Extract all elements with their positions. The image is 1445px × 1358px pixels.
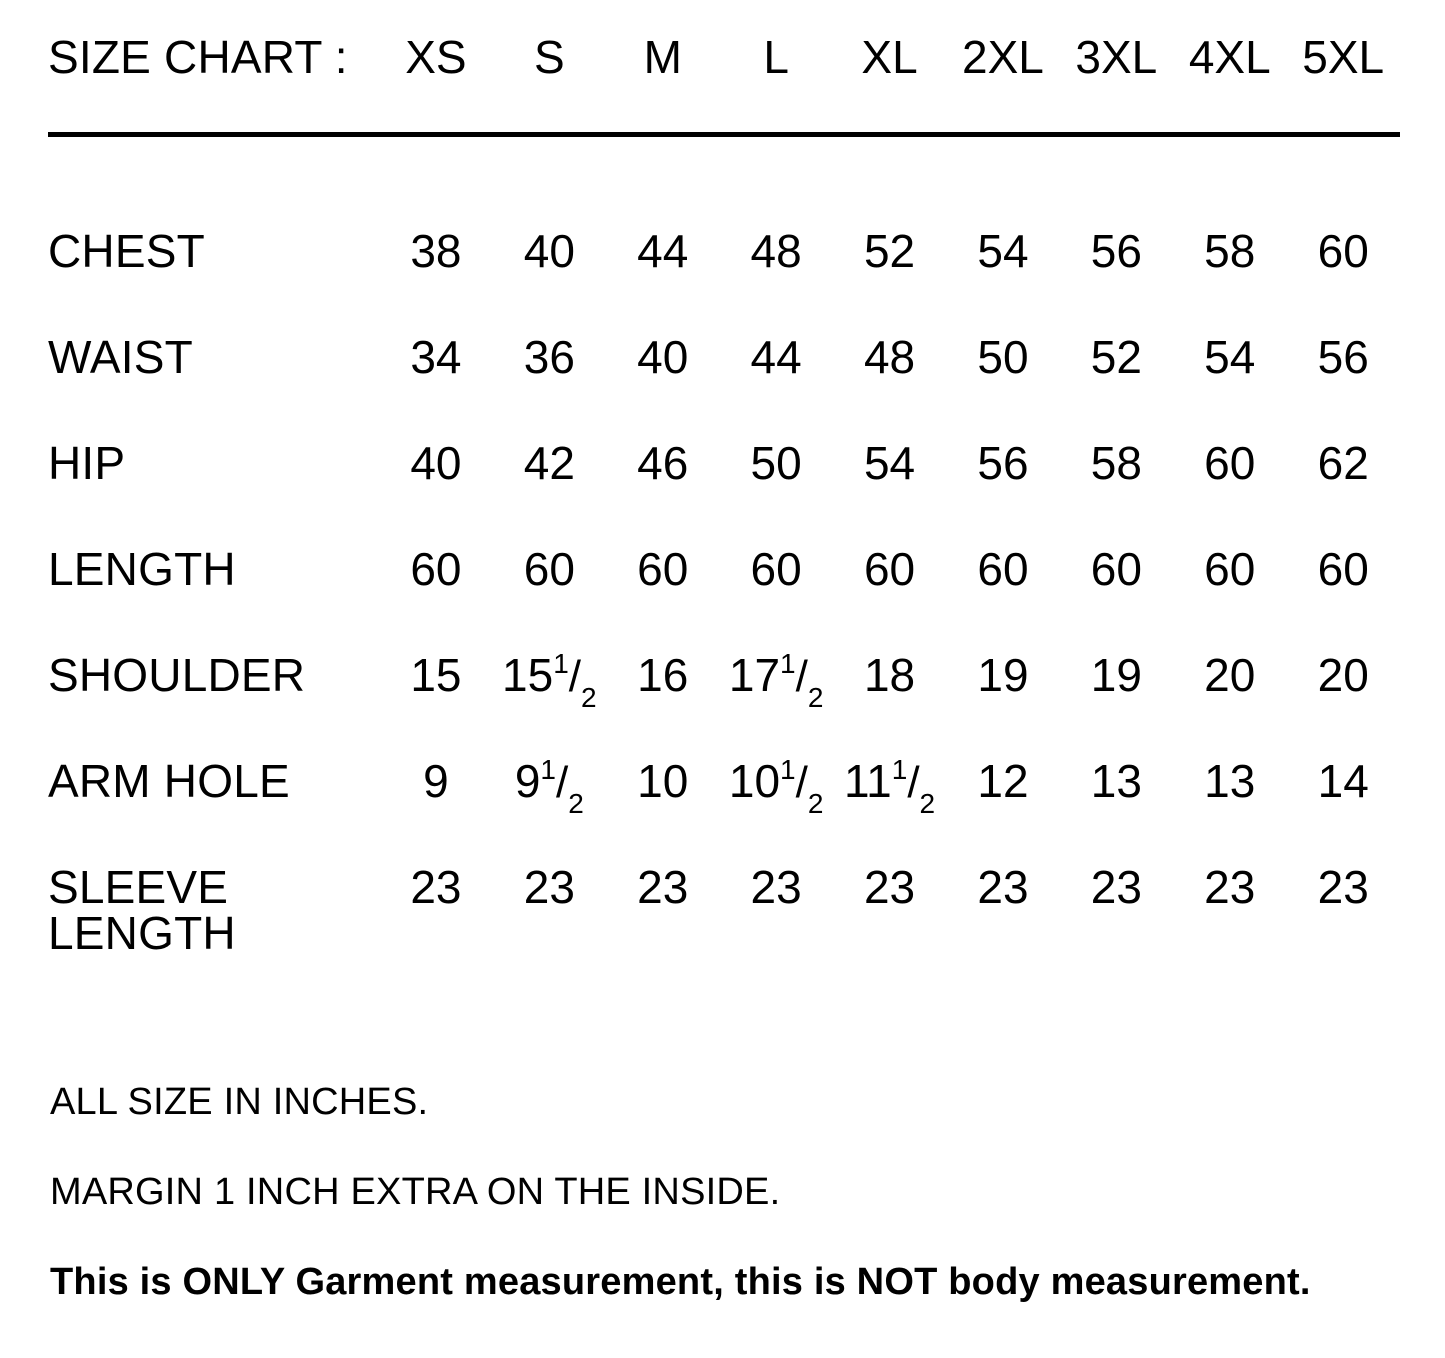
cell-hip-xl: 54 (863, 437, 916, 489)
row-label-hip: HIP (48, 437, 126, 489)
note-margin: MARGIN 1 INCH EXTRA ON THE INSIDE. (50, 1170, 781, 1213)
cell-sleeve-xs: 23 (410, 861, 462, 913)
cell-length-xl: 60 (863, 543, 916, 595)
cell-chest-s: 40 (523, 225, 575, 277)
cell-chest-m: 44 (637, 225, 689, 277)
table-row (48, 440, 1400, 546)
cell-sleeve-5xl: 23 (1317, 861, 1369, 913)
header-divider (48, 130, 1400, 150)
note-units: ALL SIZE IN INCHES. (50, 1081, 429, 1123)
cell-shoulder-5xl: 20 (1317, 649, 1369, 701)
cell-armhole-4xl: 13 (1204, 755, 1256, 807)
cell-armhole-l: $10^1/_2$ (728, 753, 824, 820)
column-header-2xl: 2XL (962, 31, 1044, 83)
column-header-3xl: 3XL (1075, 31, 1158, 83)
table-row (48, 228, 1400, 334)
cell-length-l: 60 (750, 543, 802, 595)
cell-chest-xs: 38 (410, 225, 462, 277)
cell-chest-2xl: 54 (977, 225, 1029, 277)
row-label-length: LENGTH (48, 543, 236, 595)
cell-shoulder-3xl: 19 (1090, 649, 1142, 701)
cell-length-m: 60 (637, 543, 689, 595)
cell-chest-xl: 52 (863, 225, 916, 277)
cell-waist-l: 44 (750, 331, 802, 383)
cell-sleeve-s: 23 (523, 861, 575, 913)
row-label-waist: WAIST (48, 331, 193, 383)
cell-armhole-m: 10 (637, 755, 689, 807)
cell-shoulder-l: $17^1/_2$ (728, 647, 824, 714)
cell-armhole-3xl: 13 (1090, 755, 1142, 807)
column-header-m: M (643, 31, 682, 83)
cell-armhole-s: $9^1/_2$ (514, 753, 584, 820)
table-row (48, 546, 1400, 652)
cell-waist-m: 40 (637, 331, 689, 383)
cell-sleeve-xl: 23 (863, 861, 916, 913)
cell-sleeve-4xl: 23 (1204, 861, 1256, 913)
cell-chest-4xl: 58 (1204, 225, 1256, 277)
page-title: SIZE CHART : (48, 31, 348, 83)
cell-waist-xl: 48 (863, 331, 916, 383)
table-row (48, 758, 1400, 864)
cell-length-4xl: 60 (1204, 543, 1256, 595)
cell-chest-3xl: 56 (1090, 225, 1142, 277)
row-label-shoulder: SHOULDER (48, 649, 306, 701)
cell-hip-m: 46 (637, 437, 689, 489)
cell-shoulder-xl: 18 (863, 649, 916, 701)
cell-hip-2xl: 56 (977, 437, 1029, 489)
cell-length-3xl: 60 (1090, 543, 1142, 595)
cell-hip-xs: 40 (410, 437, 462, 489)
header-spacer (48, 150, 1400, 228)
notes-section (48, 1082, 1397, 1303)
column-header-5xl: 5XL (1302, 31, 1385, 83)
cell-sleeve-3xl: 23 (1090, 861, 1142, 913)
cell-hip-4xl: 60 (1204, 437, 1256, 489)
cell-chest-5xl: 60 (1317, 225, 1369, 277)
cell-waist-xs: 34 (410, 331, 462, 383)
cell-sleeve-m: 23 (637, 861, 689, 913)
cell-shoulder-4xl: 20 (1204, 649, 1256, 701)
row-label-arm-hole: ARM HOLE (48, 755, 290, 807)
divider-line (48, 132, 1400, 137)
cell-waist-s: 36 (523, 331, 575, 383)
cell-length-2xl: 60 (977, 543, 1029, 595)
column-header-4xl: 4XL (1188, 31, 1271, 83)
cell-armhole-xs: 9 (423, 755, 449, 807)
column-header-l: L (763, 31, 789, 83)
cell-waist-4xl: 54 (1204, 331, 1256, 383)
cell-shoulder-xs: 15 (410, 649, 462, 701)
cell-hip-s: 42 (523, 437, 575, 489)
row-label-chest: CHEST (48, 225, 205, 277)
column-header-xl: XL (861, 31, 918, 83)
cell-shoulder-m: 16 (637, 649, 689, 701)
cell-waist-5xl: 56 (1317, 331, 1369, 383)
column-header-s: S (533, 31, 565, 83)
table-row (48, 334, 1400, 440)
cell-sleeve-l: 23 (750, 861, 802, 913)
cell-armhole-xl: $11^1/_2$ (843, 753, 936, 820)
cell-length-s: 60 (523, 543, 575, 595)
cell-hip-3xl: 58 (1090, 437, 1142, 489)
cell-length-xs: 60 (410, 543, 462, 595)
table-header-row (48, 34, 1400, 130)
table-row (48, 652, 1400, 758)
table-row (48, 864, 1400, 970)
cell-sleeve-2xl: 23 (977, 861, 1029, 913)
cell-armhole-2xl: 12 (977, 755, 1029, 807)
cell-hip-5xl: 62 (1317, 437, 1369, 489)
cell-shoulder-2xl: 19 (977, 649, 1029, 701)
note-disclaimer: This is ONLY Garment measurement, this is NOT body measurement. (50, 1260, 1311, 1303)
column-header-xs: XS (405, 31, 467, 83)
cell-armhole-5xl: 14 (1317, 755, 1369, 807)
row-label-sleeve-length: SLEEVE LENGTH (48, 861, 236, 959)
cell-shoulder-s: $15^1/_2$ (502, 647, 597, 714)
cell-length-5xl: 60 (1317, 543, 1369, 595)
cell-hip-l: 50 (750, 437, 802, 489)
cell-waist-2xl: 50 (977, 331, 1029, 383)
cell-waist-3xl: 52 (1090, 331, 1142, 383)
size-chart-table (48, 31, 1400, 970)
cell-chest-l: 48 (750, 225, 802, 277)
